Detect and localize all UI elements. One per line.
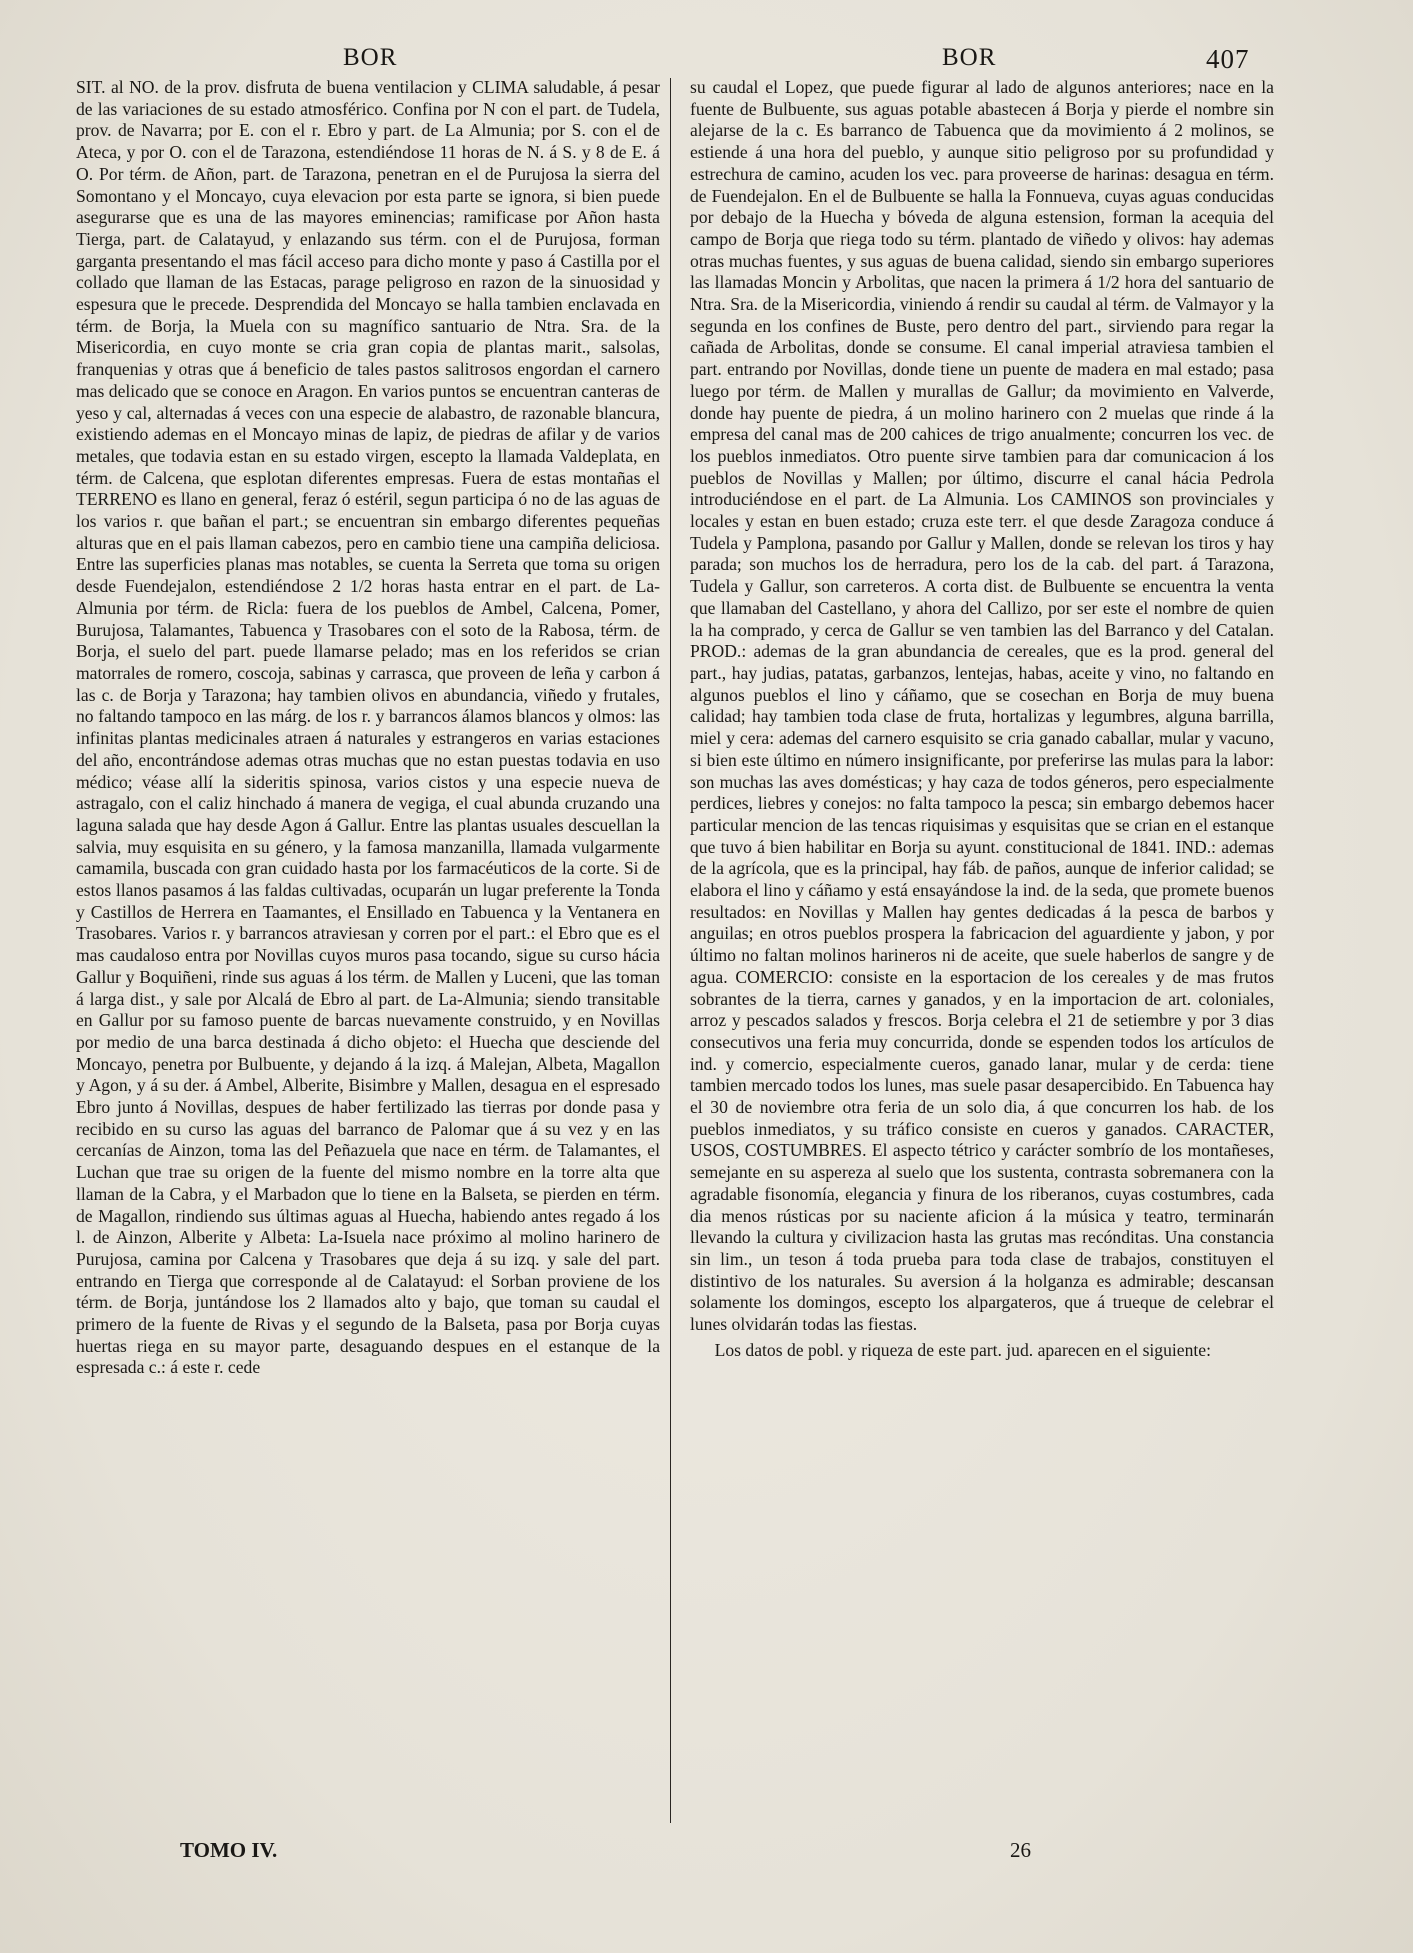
volume-label: TOMO IV.: [180, 1838, 278, 1862]
right-column-paragraph: Los datos de pobl. y riqueza de este part. jud. aparecen en el siguiente:: [714, 1339, 1211, 1360]
right-column-paragraph: su caudal el Lopez, que puede figurar al lado de algunos anteriores; nace en la fuente de Bulbuente, sus aguas potable abastecen á Borja y pierde el nombre sin alejarse de la c. Es barranco de Tabuenca que da movimiento á 2 molinos, se estiende á una hora del pueblo, y aunque sitio peligroso por su profundidad y estrechura de camino, acuden los vec. para proveerse de harinas: desagua en térm. de Fuendejalon. En el de Bulbuente se halla la Fonnueva, cuyas aguas conducidas por debajo de la Huecha y bóveda de alguna estension, forman la acequia del campo de Borja que riega todo su térm. plantado de viñedo y olivos: hay ademas otras muchas fuentes, y sus aguas de buena calidad, siendo sin embargo superiores las llamadas Moncin y Arbolitas, que nacen la primera á 1/2 hora del santuario de Ntra. Sra. de la Misericordia, viniendo á rendir su caudal al térm. de Valmayor y la segunda en los confines de Buste, pero dentro del part., sirviendo para regar la cañada de Arbolitas, donde se consume. El canal imperial atraviesa tambien el part. entrando por Novillas, donde tiene un puente de madera en mal estado; pasa luego por térm. de Mallen y murallas de Gallur; da movimiento en Valverde, donde hay puente de piedra, á un molino harinero con 2 muelas que rinde á la empresa del canal mas de 200 cahices de trigo anualmente; concurren los vec. de los pueblos inmediatos. Otro puente sirve tambien para dar comunicacion á los pueblos de Novillas y Mallen; por último, discurre el canal hácia Pedrola introduciéndose en el part. de La Almunia. Los CAMINOS son provinciales y locales y estan en buen estado; cruza este terr. el que desde Zaragoza conduce á Tudela y Pamplona, pasando por Gallur y Mallen, donde se relevan los tiros y hay parada; son muchos los de herradura, pero los de la cab. del part. á Tarazona, Tudela y Gallur, son carreteros. A corta dist. de Bulbuente se encuentra la venta que llamaban del Castellano, y ahora del Callizo, por ser este el nombre de quien la ha comprado, y cerca de Gallur se ven tambien las del Barranco y del Catalan. PROD.: ademas de la gran abundancia de cereales, que es la prod. general del part., hay judias, patatas, garbanzos, lentejas, habas, aceite y vino, no faltando en algunos pueblos el lino y cáñamo, que se cosechan en Borja de muy buena calidad; hay tambien toda clase de fruta, hortalizas y legumbres, alguna barrilla, miel y cera: ademas del carnero esquisito se cria ganado caballar, mular y vacuno, si bien este último en número insignificante, por preferirse las mulas para la labor: son muchas las aves domésticas; y hay caza de todos géneros, pero especialmente perdices, liebres y conejos: no falta tampoco la pesca; sin embargo debemos hacer particular mencion de las tencas riquisimas y esquisitas que se crian en el estanque que tuvo á bien habilitar en Borja su ayunt. constitucional de 1841. IND.: ademas de la agrícola, que es la principal, hay fáb. de paños, aunque de inferior calidad; se elabora el lino y cáñamo y está ensayándose la ind. de la seda, que promete buenos resultados: en Novillas y Mallen hay gentes dedicadas á la pesca de barbos y anguilas; en otros pueblos prospera la fabricacion del aguardiente y jabon, y por último no faltan molinos harineros ni de aceite, que suele haberlos de sangre y de agua. COMERCIO: consiste en la esportacion de los cereales y de mas frutos sobrantes de la tierra, carnes y ganados, y en la importacion de art. coloniales, arroz y pescados salados y frescos. Borja celebra el 21 de setiembre y por 3 dias consecutivos una feria muy concurrida, donde se espenden todos los artículos de ind. y comercio, especialmente cueros, ganado lanar, mular y de cerda: tiene tambien mercado todos los lunes, mas suele pasar desapercibido. En Tabuenca hay el 30 de noviembre otra feria de un solo dia, á que concurren los hab. de los pueblos inmediatos, y su tráfico consiste en cueros y ganados. CARACTER, USOS, COSTUMBRES. El aspecto tétrico y carácter sombrío de los montañeses, semejante en su aspereza al suelo que los sustenta, contrasta sobremanera con la agradable fisonomía, elegancia y finura de los riberanos, cuyas costumbres, cada dia menos rústicas por su naciente aficion á la música y teatro, terminarán llevando la cultura y civilizacion hasta las grutas mas recónditas. Una constancia sin lim., un teson á toda prueba para toda clase de trabajos, constituyen el distintivo de los naturales. Su aversion á la holganza es admirable; descansan solamente los domingos, escepto los alpargateros, que á trueque de celebrar el lunes olvidarán todas las fiestas.: [690, 77, 1274, 1335]
left-column: [76, 77, 660, 1379]
signature-mark: 26: [1010, 1838, 1031, 1862]
running-head-right: BOR: [942, 44, 997, 71]
right-column: [690, 77, 1274, 1361]
column-divider: [670, 78, 671, 1823]
page-number: 407: [1206, 44, 1250, 74]
left-column-paragraph: SIT. al NO. de la prov. disfruta de buena ventilacion y CLIMA saludable, á pesar de las variaciones de su estado atmosférico. Confina por N con el part. de Tudela, prov. de Navarra; por E. con el r. Ebro y part. de La Almunia; por S. con el de Ateca, y por O. con el de Tarazona, estendiéndose 11 horas de N. á S. y 8 de E. á O. Por térm. de Añon, part. de Tarazona, penetran en el de Purujosa la sierra del Somontano y el Moncayo, cuya elevacion por esta parte se ignora, si bien puede asegurarse que es una de las mayores eminencias; ramificase por Añon hasta Tierga, part. de Calatayud, y enlazando sus térm. con el de Purujosa, forman garganta presentando el mas fácil acceso para dicho monte y paso á Castilla por el collado que llaman de las Estacas, parage peligroso en razon de la sinuosidad y espesura que le precede. Desprendida del Moncayo se halla tambien enclavada en térm. de Borja, la Muela con su magnífico santuario de Ntra. Sra. de la Misericordia, en cuyo monte se cria gran copia de plantas marit., salsolas, franquenias y otras que á beneficio de tales pastos salitrosos engordan el carnero mas delicado que se conoce en Aragon. En varios puntos se encuentran canteras de yeso y cal, alternadas á veces con una especie de alabastro, de razonable blancura, existiendo ademas en el Moncayo minas de lapiz, de piedras de afilar y de varios metales, que todavia estan en su estado virgen, escepto la llamada Valdeplata, en térm. de Calcena, que esplotan diferentes empresas. Fuera de estas montañas el TERRENO es llano en general, feraz ó estéril, segun participa ó no de las aguas de los varios r. que bañan el part.; se encuentran sin embargo diferentes pequeñas alturas que en el pais llaman cabezos, pero en cambio tiene una campiña deliciosa. Entre las superficies planas mas notables, se cuenta la Serreta que toma su origen desde Fuendejalon, estendiéndose 2 1/2 horas hasta entrar en el part. de La-Almunia por térm. de Ricla: fuera de los pueblos de Ambel, Calcena, Pomer, Burujosa, Talamantes, Tabuenca y Trasobares con el soto de la Rabosa, térm. de Borja, el suelo del part. puede llamarse pelado; mas en los referidos se crian matorrales de romero, coscoja, sabinas y carrasca, que proveen de leña y carbon á las c. de Borja y Tarazona; hay tambien olivos en abundancia, viñedo y frutales, no faltando tampoco en las márg. de los r. y barrancos álamos blancos y olmos: las infinitas plantas medicinales atraen á naturales y estrangeros en varias estaciones del año, encontrándose ademas otras muchas que no estan puestas todavia en uso médico; véase allí la sideritis spinosa, varios cistos y una especie nueva de astragalo, con el caliz hinchado á manera de vegiga, el cual abunda cruzando una laguna salada que hay desde Agon á Gallur. Entre las plantas usuales descuellan la salvia, muy esquisita en su género, y la famosa manzanilla, llamada vulgarmente camamila, buscada con gran cuidado hasta por los farmacéuticos de la corte. Si de estos llanos pasamos á las faldas cultivadas, ocuparán un lugar preferente la Tonda y Castillos de Herrera en Taamantes, el Ensillado en Tabuenca y la Ventanera en Trasobares. Varios r. y barrancos atraviesan y corren por el part.: el Ebro que es el mas caudaloso entra por Novillas cuyos muros pasa tocando, sigue su curso hácia Gallur y Boquiñeni, rinde sus aguas á los térm. de Mallen y Luceni, que las toman á larga dist., y sale por Alcalá de Ebro al part. de La-Almunia; siendo transitable en Gallur por su famoso puente de barcas nuevamente construido, y en Novillas por medio de una barca destinada á dicho objeto: el Huecha que desciende del Moncayo, penetra por Bulbuente, y dejando á la izq. á Malejan, Albeta, Magallon y Agon, y á su der. á Ambel, Alberite, Bisimbre y Mallen, desagua en el espresado Ebro junto á Novillas, despues de haber fertilizado las tierras por donde pasa y recibido en su curso las aguas del barranco de Palomar que á su vez y en las cercanías de Ainzon, toma las del Peñazuela que nace en térm. de Talamantes, el Luchan que trae su origen de la fuente del mismo nombre en la torre alta que llaman de la Cabra, y el Marbadon que lo tiene en la Balseta, se pierden en térm. de Magallon, rindiendo sus últimas aguas al Huecha, habiendo antes regado á los l. de Ainzon, Alberite y Albeta: La-Isuela nace próximo al molino harinero de Purujosa, camina por Calcena y Trasobares que deja á su izq. y sale del part. entrando en Tierga que corresponde al de Calatayud: el Sorban proviene de los térm. de Borja, juntándose los 2 llamados alto y bajo, que toman su caudal el primero de la fuente de Rivas y el segundo de la Balseta, pasa por Borja cuyas huertas riega en su mayor parte, desaguando despues en el estanque de la espresada c.: á este r. cede: [76, 77, 660, 1378]
running-head-left: BOR: [343, 44, 398, 71]
